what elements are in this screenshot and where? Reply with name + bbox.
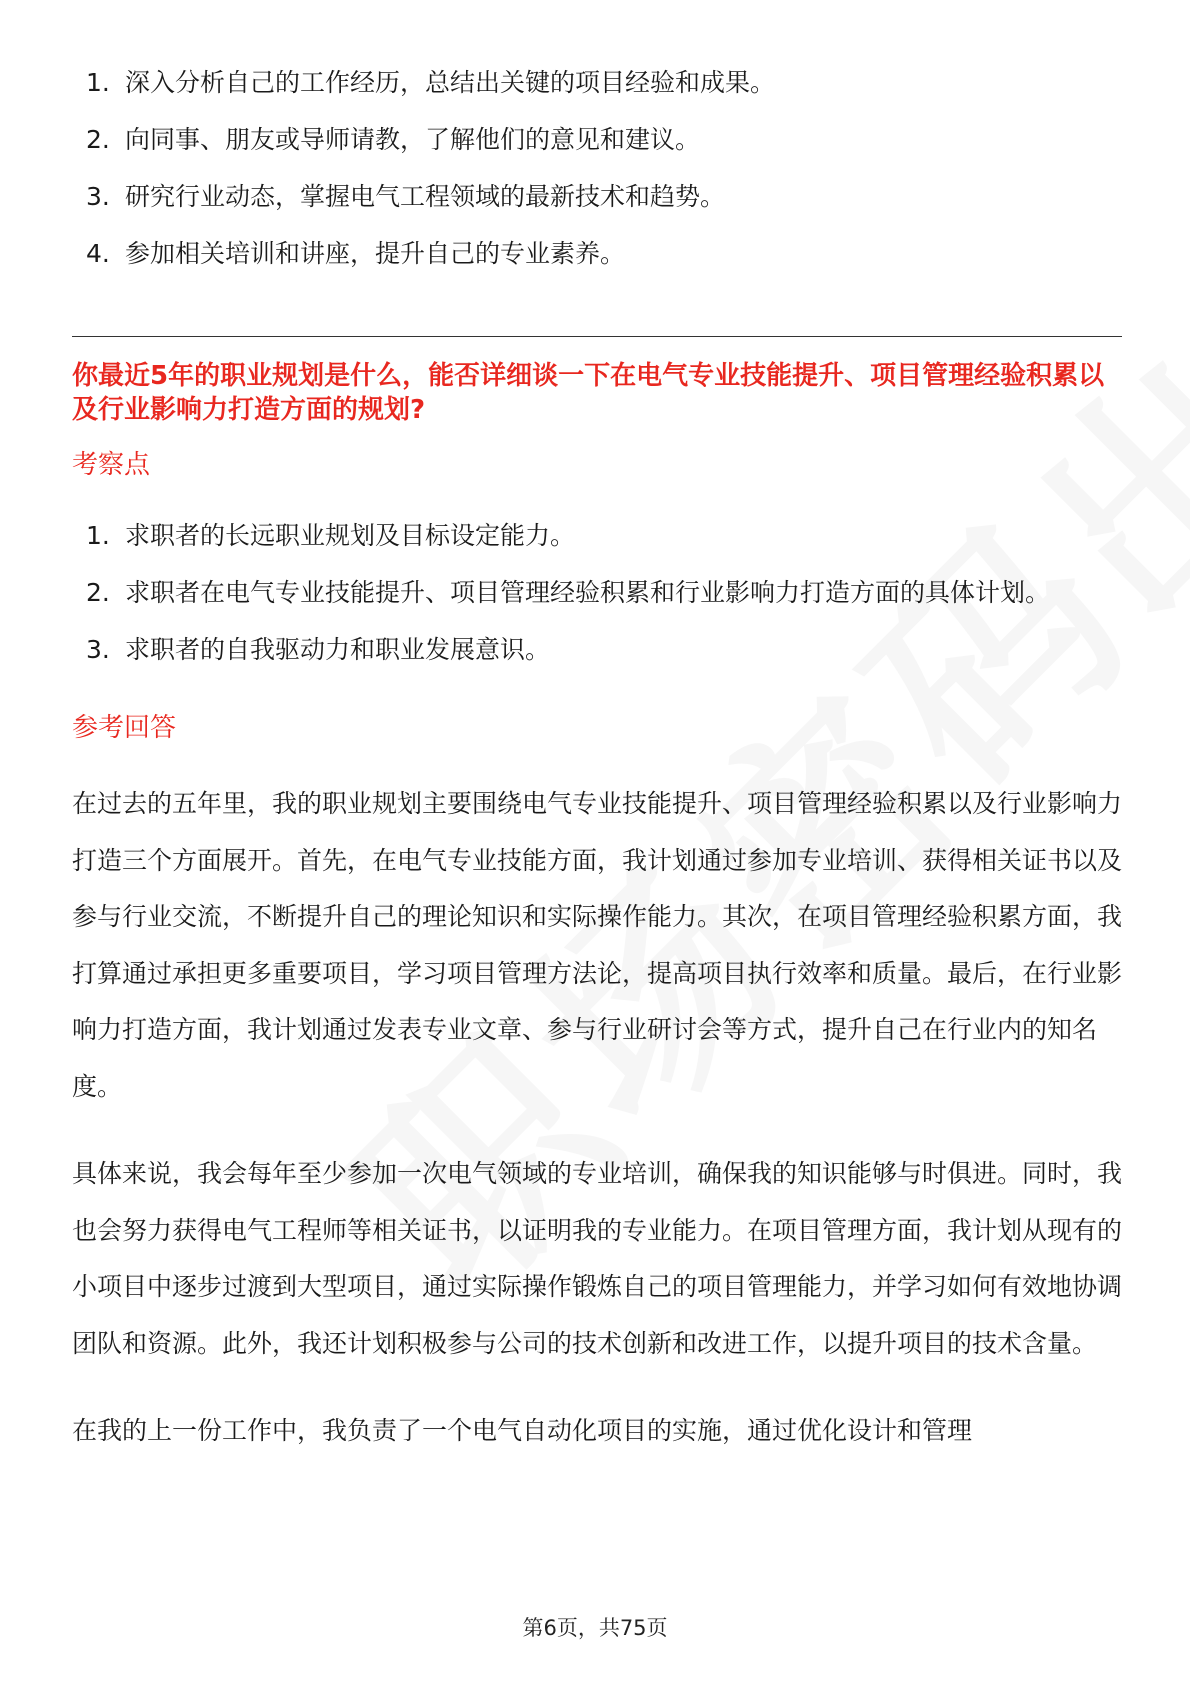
document-body — [72, 0, 1122, 1460]
list-item — [72, 564, 1122, 621]
list-item — [72, 111, 1122, 168]
answer-paragraph: 具体来说，我会每年至少参加一次电气领域的专业培训，确保我的知识能够与时俱进。同时，我也会努力获得电气工程师等相关证书，以证明我的专业能力。在项目管理方面，我计划从现有的小项目中逐步过渡到大型项目，通过实际操作锻炼自己的项目管理能力，并学习如何有效地协调团队和资源。此外，我还计划积极参与公司的技术创新和改进工作，以提升项目的技术含量。 — [72, 1159, 1123, 1358]
list-item — [72, 507, 1122, 564]
list-number: 2. — [86, 578, 110, 607]
list-item — [72, 54, 1122, 111]
list-text: 参加相关培训和讲座，提升自己的专业素养。 — [125, 239, 626, 268]
section-divider — [72, 336, 1122, 337]
list-item — [72, 621, 1122, 678]
answer-label: 参考回答 — [72, 713, 177, 743]
list-item — [72, 168, 1122, 225]
list-text: 深入分析自己的工作经历，总结出关键的项目经验和成果。 — [125, 68, 776, 97]
list-text: 求职者的自我驱动力和职业发展意识。 — [125, 635, 551, 664]
list-number: 4. — [86, 239, 110, 268]
focus-list — [72, 507, 1122, 678]
page-number-footer: 第6页，共75页 — [522, 1616, 668, 1640]
list-number: 1. — [86, 521, 110, 550]
list-number: 3. — [86, 182, 110, 211]
list-text: 求职者的长远职业规划及目标设定能力。 — [125, 521, 576, 550]
list-item — [72, 225, 1122, 282]
list-number: 1. — [86, 68, 110, 97]
list-text: 向同事、朋友或导师请教，了解他们的意见和建议。 — [125, 125, 701, 154]
list-text: 求职者在电气专业技能提升、项目管理经验积累和行业影响力打造方面的具体计划。 — [125, 578, 1051, 607]
list-number: 2. — [86, 125, 110, 154]
focus-label: 考察点 — [72, 450, 151, 480]
answer-paragraph: 在过去的五年里，我的职业规划主要围绕电气专业技能提升、项目管理经验积累以及行业影响力打造三个方面展开。首先，在电气专业技能方面，我计划通过参加专业培训、获得相关证书以及参与行业交流，不断提升自己的理论知识和实际操作能力。其次，在项目管理经验积累方面，我打算通过承担更多重要项目，学习项目管理方法论，提高项目执行效率和质量。最后，在行业影响力打造方面，我计划通过发表专业文章、参与行业研讨会等方式，提升自己在行业内的知名度。 — [72, 789, 1123, 1101]
answer-paragraph: 在我的上一份工作中，我负责了一个电气自动化项目的实施，通过优化设计和管理 — [72, 1416, 973, 1445]
list-text: 研究行业动态，掌握电气工程领域的最新技术和趋势。 — [125, 182, 726, 211]
intro-list — [72, 54, 1122, 282]
list-number: 3. — [86, 635, 110, 664]
question-heading: 你最近5年的职业规划是什么，能否详细谈一下在电气专业技能提升、项目管理经验积累以及行业影响力打造方面的规划? — [72, 361, 1105, 425]
